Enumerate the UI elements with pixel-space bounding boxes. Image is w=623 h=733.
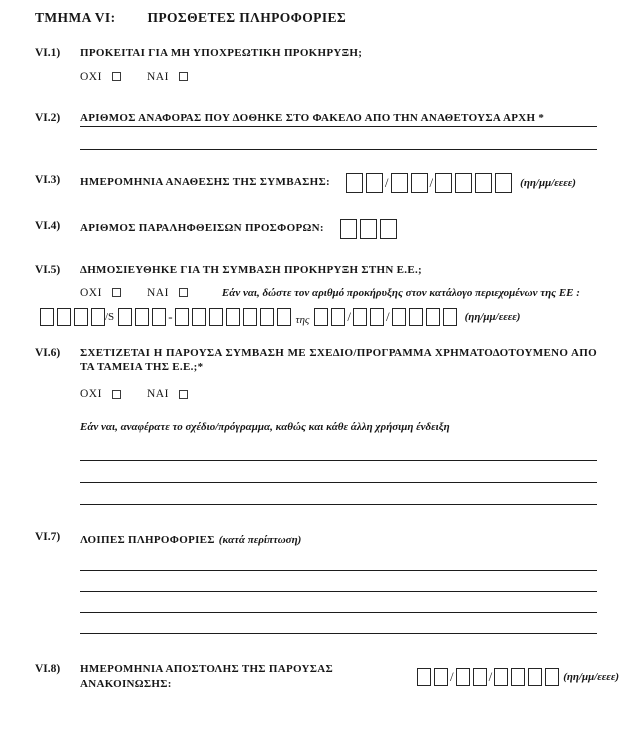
vi5-oj-dash: - xyxy=(168,308,173,324)
vi7-line-1[interactable] xyxy=(80,570,597,571)
digit-box[interactable] xyxy=(175,308,189,326)
vi7-line-3[interactable] xyxy=(80,612,597,613)
vi5-oj-notice-boxes xyxy=(175,308,291,326)
item-vi8-number: VI.8) xyxy=(35,663,61,676)
digit-box[interactable] xyxy=(226,308,240,326)
vi8-dispatch-date-field xyxy=(417,668,559,686)
vi5-year-boxes xyxy=(392,308,457,326)
vi5-if-yes-hint: Εάν ναι, δώστε τον αριθμό προκήρυξης στον κατάλογο περιεχομένων της ΕΕ : xyxy=(221,286,580,299)
digit-box[interactable] xyxy=(152,308,166,326)
vi5-yes-label: ΝΑΙ xyxy=(146,286,169,299)
item-vi1-heading: ΠΡΟΚΕΙΤΑΙ ΓΙΑ ΜΗ ΥΠΟΧΡΕΩΤΙΚΗ ΠΡΟΚΗΡΥΞΗ; xyxy=(80,47,363,59)
digit-box[interactable] xyxy=(243,308,257,326)
vi7-heading-note: (κατά περίπτωση) xyxy=(218,534,302,547)
digit-box[interactable] xyxy=(528,668,542,686)
item-vi4 xyxy=(35,219,597,239)
vi5-day-boxes xyxy=(314,308,345,326)
vi3-year-boxes xyxy=(435,173,512,193)
digit-box[interactable] xyxy=(370,308,384,326)
digit-box[interactable] xyxy=(391,173,408,193)
digit-box[interactable] xyxy=(545,668,559,686)
vi3-day-boxes xyxy=(346,173,383,193)
vi5-no-checkbox[interactable] xyxy=(112,288,121,297)
section-heading: ΠΡΟΣΘΕΤΕΣ ΠΛΗΡΟΦΟΡΙΕΣ xyxy=(147,10,347,25)
date-separator: / xyxy=(347,308,352,324)
date-separator: / xyxy=(429,174,434,190)
digit-box[interactable] xyxy=(417,668,431,686)
vi6-yes-checkbox[interactable] xyxy=(179,390,188,399)
digit-box[interactable] xyxy=(392,308,406,326)
date-separator: / xyxy=(488,669,493,685)
vi5-no-label: ΟΧΙ xyxy=(80,286,102,299)
digit-box[interactable] xyxy=(435,173,452,193)
digit-box[interactable] xyxy=(494,668,508,686)
vi1-no-label: ΟΧΙ xyxy=(80,70,102,83)
digit-box[interactable] xyxy=(40,308,54,326)
item-vi5-heading: ΔΗΜΟΣΙΕΥΘΗΚΕ ΓΙΑ ΤΗ ΣΥΜΒΑΣΗ ΠΡΟΚΗΡΥΞΗ ΣΤΗΝ Ε.Ε.; xyxy=(80,263,422,276)
vi5-yes-checkbox[interactable] xyxy=(179,288,188,297)
digit-box[interactable] xyxy=(118,308,132,326)
vi3-month-boxes xyxy=(391,173,428,193)
vi6-no-checkbox[interactable] xyxy=(112,390,121,399)
item-vi2-heading: ΑΡΙΘΜΟΣ ΑΝΑΦΟΡΑΣ ΠΟΥ ΔΟΘΗΚΕ ΣΤΟ ΦΑΚΕΛΟ ΑΠΟ ΤΗΝ ΑΝΑΘΕΤΟΥΣΑ ΑΡΧΗ * xyxy=(80,111,545,124)
item-vi4-number: VI.4) xyxy=(35,219,61,232)
digit-box[interactable] xyxy=(277,308,291,326)
item-vi7-heading: ΛΟΙΠΕΣ ΠΛΗΡΟΦΟΡΙΕΣ xyxy=(80,534,215,547)
section-title xyxy=(35,10,597,26)
item-vi1 xyxy=(35,46,597,83)
item-vi3-number: VI.3) xyxy=(35,173,61,186)
digit-box[interactable] xyxy=(331,308,345,326)
vi5-of-label: της xyxy=(295,313,310,326)
digit-box[interactable] xyxy=(380,219,397,239)
item-vi8-heading: ΗΜΕΡΟΜΗΝΙΑ ΑΠΟΣΤΟΛΗΣ ΤΗΣ ΠΑΡΟΥΣΑΣ ΑΝΑΚΟΙΝΩΣΗΣ: xyxy=(80,663,334,691)
item-vi5 xyxy=(35,263,597,326)
vi6-yes-label: ΝΑΙ xyxy=(146,388,169,401)
vi7-line-4[interactable] xyxy=(80,633,597,634)
digit-box[interactable] xyxy=(57,308,71,326)
vi5-date-format-hint: (ηη/μμ/εεεε) xyxy=(464,310,521,323)
vi5-oj-reference-row xyxy=(40,308,597,326)
item-vi4-heading: ΑΡΙΘΜΟΣ ΠΑΡΑΛΗΦΘΕΙΣΩΝ ΠΡΟΣΦΟΡΩΝ: xyxy=(80,222,324,235)
vi8-month-boxes xyxy=(456,668,487,686)
vi7-line-2[interactable] xyxy=(80,591,597,592)
vi3-date-format-hint: (ηη/μμ/εεεε) xyxy=(520,176,576,189)
vi6-yes-no-row xyxy=(80,388,597,400)
vi1-yes-label: ΝΑΙ xyxy=(146,70,169,83)
item-vi3 xyxy=(35,173,597,193)
digit-box[interactable] xyxy=(360,219,377,239)
digit-box[interactable] xyxy=(426,308,440,326)
vi6-no-label: ΟΧΙ xyxy=(80,388,102,401)
vi3-award-date-field xyxy=(346,173,512,193)
digit-box[interactable] xyxy=(192,308,206,326)
item-vi1-number: VI.1) xyxy=(35,47,61,59)
item-vi6-heading: ΣΧΕΤΙΖΕΤΑΙ Η ΠΑΡΟΥΣΑ ΣΥΜΒΑΣΗ ΜΕ ΣΧΕΔΙΟ/ΠΡΟΓΡΑΜΜΑ ΧΡΗΜΑΤΟΔΟΤΟΥΜΕΝΟ ΑΠΟ ΤΑ ΤΑΜΕΙΑ ΤΗΣ Ε.Ε.;* xyxy=(80,346,597,374)
vi8-day-boxes xyxy=(417,668,448,686)
digit-box[interactable] xyxy=(473,668,487,686)
date-separator: / xyxy=(386,308,390,324)
digit-box[interactable] xyxy=(135,308,149,326)
vi1-yes-checkbox[interactable] xyxy=(179,72,188,81)
vi8-year-boxes xyxy=(494,668,559,686)
vi6-line-3[interactable] xyxy=(80,504,597,505)
digit-box[interactable] xyxy=(434,668,448,686)
item-vi3-heading: ΗΜΕΡΟΜΗΝΙΑ ΑΝΑΘΕΣΗΣ ΤΗΣ ΣΥΜΒΑΣΗΣ: xyxy=(80,176,330,189)
digit-box[interactable] xyxy=(314,308,328,326)
vi4-tenders-received-boxes xyxy=(340,219,397,239)
digit-box[interactable] xyxy=(443,308,457,326)
vi6-line-1[interactable] xyxy=(80,460,597,461)
digit-box[interactable] xyxy=(409,308,423,326)
digit-box[interactable] xyxy=(353,308,367,326)
vi6-line-2[interactable] xyxy=(80,482,597,483)
item-vi8 xyxy=(35,662,619,692)
vi1-no-checkbox[interactable] xyxy=(112,72,121,81)
digit-box[interactable] xyxy=(456,668,470,686)
vi5-oj-issue-boxes xyxy=(118,308,166,326)
vi2-line-2[interactable] xyxy=(80,149,597,150)
digit-box[interactable] xyxy=(411,173,428,193)
vi2-line-1[interactable] xyxy=(80,126,597,127)
vi5-oj-series-label: /S xyxy=(105,310,115,323)
vi8-date-format-hint: (ηη/μμ/εεεε) xyxy=(563,671,619,684)
digit-box[interactable] xyxy=(91,308,105,326)
digit-box[interactable] xyxy=(74,308,88,326)
date-separator: / xyxy=(449,669,454,685)
digit-box[interactable] xyxy=(340,219,357,239)
date-separator: / xyxy=(384,174,389,190)
item-vi6 xyxy=(35,346,597,506)
item-vi2-number: VI.2) xyxy=(35,111,61,124)
item-vi2 xyxy=(35,111,597,150)
vi6-if-yes-hint: Εάν ναι, αναφέρατε το σχέδιο/πρόγραμμα, καθώς και κάθε άλλη χρήσιμη ένδειξη xyxy=(80,421,450,434)
digit-box[interactable] xyxy=(475,173,492,193)
item-vi7-number: VI.7) xyxy=(35,531,61,544)
vi5-month-boxes xyxy=(353,308,384,326)
item-vi5-number: VI.5) xyxy=(35,263,61,276)
vi5-yes-no-row xyxy=(80,287,597,299)
digit-box[interactable] xyxy=(346,173,363,193)
digit-box[interactable] xyxy=(455,173,472,193)
digit-box[interactable] xyxy=(495,173,512,193)
vi1-yes-no-row xyxy=(80,71,597,83)
digit-box[interactable] xyxy=(511,668,525,686)
digit-box[interactable] xyxy=(366,173,383,193)
item-vi6-number: VI.6) xyxy=(35,346,61,359)
digit-box[interactable] xyxy=(209,308,223,326)
section-label: ΤΜΗΜΑ VI: xyxy=(35,10,116,25)
item-vi7 xyxy=(35,530,597,634)
digit-box[interactable] xyxy=(260,308,274,326)
vi5-oj-year-boxes xyxy=(40,308,105,326)
